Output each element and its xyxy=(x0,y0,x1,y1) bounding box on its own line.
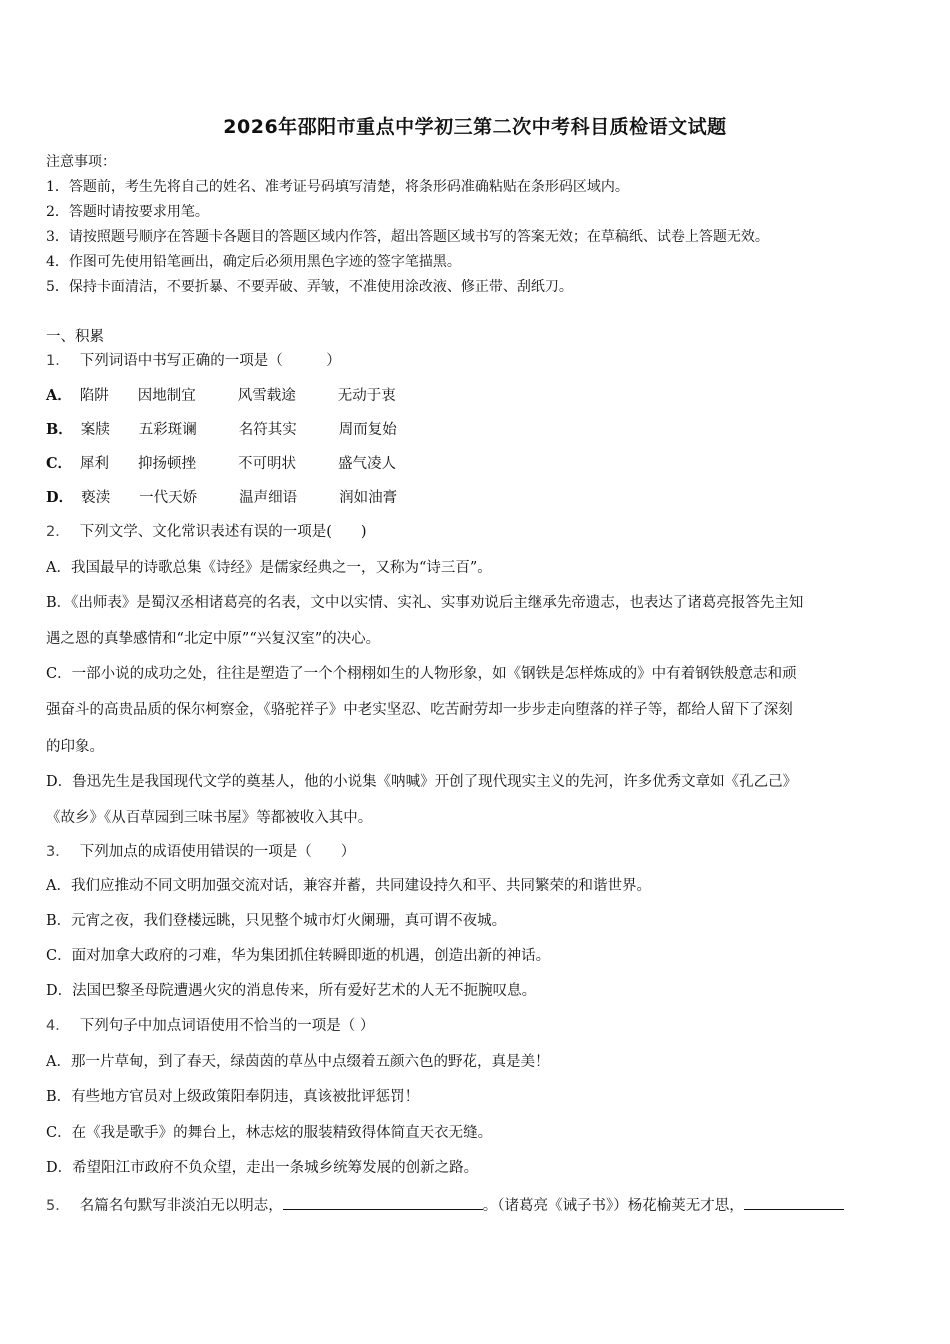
q4-option-c: C．在《我是歌手》的舞台上，林志炫的服装精致得体简直天衣无缝。 xyxy=(46,1125,493,1141)
page-title: 2026年邵阳市重点中学初三第二次中考科目质检语文试题 xyxy=(223,116,727,138)
q2-option-d-cont: 《故乡》《从百草园到三味书屋》等都被收入其中。 xyxy=(46,810,373,826)
q2-option-d: D．鲁迅先生是我国现代文学的奠基人，他的小说集《呐喊》开创了现代现实主义的先河，许多优秀文章如《孔乙己》 xyxy=(46,774,798,790)
question-number: 3． xyxy=(46,844,70,860)
option-letter: B． xyxy=(46,421,73,438)
option-word: 周而复始 xyxy=(338,422,397,438)
notice-item: 5．保持卡面清洁，不要折暴、不要弄破、弄皱，不准使用涂改液、修正带、刮纸刀。 xyxy=(46,279,573,295)
option-word: 名符其实 xyxy=(238,422,297,438)
option-word: 抑扬顿挫 xyxy=(138,456,197,472)
question-4 xyxy=(46,1016,910,1036)
option-word: 五彩斑谰 xyxy=(138,422,197,438)
question-stem: 下列词语中书写正确的一项是（ ） xyxy=(79,353,341,369)
notice-item: 1．答题前，考生先将自己的姓名、准考证号码填写清楚，将条形码准确粘贴在条形码区域内。 xyxy=(46,179,629,195)
question-text: 。（诸葛亮《诫子书》）杨花榆荚无才思， xyxy=(482,1198,744,1214)
q4-option-d: D．希望阳江市政府不负众望，走出一条城乡统筹发展的创新之路。 xyxy=(46,1160,479,1176)
q4-option-b: B．有些地方官员对上级政策阳奉阴违，真该被批评惩罚！ xyxy=(46,1089,420,1105)
q4-option-a: A．那一片草甸，到了春天，绿茵茵的草丛中点缀着五颜六色的野花，真是美！ xyxy=(46,1054,550,1070)
q2-option-b: B．《出师表》是蜀汉丞相诸葛亮的名表，文中以实情、实礼、实事劝说后主继承先帝遗志，也表达了诸葛亮报答先主知 xyxy=(46,595,804,611)
notice-heading: 注意事项： xyxy=(46,154,116,170)
q1-option-c xyxy=(46,454,910,474)
option-word: 犀利 xyxy=(80,456,110,472)
notice-item: 2．答题时请按要求用笔。 xyxy=(46,204,209,220)
question-2 xyxy=(46,522,910,542)
q3-option-c: C．面对加拿大政府的刁难，华为集团抓住转瞬即逝的机遇，创造出新的神话。 xyxy=(46,948,551,964)
notice-item: 4．作图可先使用铅笔画出，确定后必须用黑色字迹的签字笔描黑。 xyxy=(46,254,461,270)
section-heading: 一、积累 xyxy=(46,329,104,345)
question-number: 2． xyxy=(46,524,70,540)
q3-option-d: D．法国巴黎圣母院遭遇火灾的消息传来，所有爱好艺术的人无不扼腕叹息。 xyxy=(46,983,537,999)
q3-option-b: B．元宵之夜，我们登楼远眺，只见整个城市灯火阑珊，真可谓不夜城。 xyxy=(46,913,507,929)
option-word: 陷阱 xyxy=(79,388,109,404)
answer-blank[interactable] xyxy=(744,1195,844,1210)
option-word: 亵渎 xyxy=(81,490,111,506)
option-word: 因地制宜 xyxy=(137,388,196,404)
option-letter: C． xyxy=(46,455,73,472)
question-stem: 下列加点的成语使用错误的一项是（ ） xyxy=(79,844,356,860)
option-word: 一代天娇 xyxy=(139,490,198,506)
question-stem: 下列文学、文化常识表述有误的一项是( ) xyxy=(79,524,367,540)
q2-option-c: C．一部小说的成功之处，往往是塑造了一个个栩栩如生的人物形象，如《钢铁是怎样炼成的》中有着钢铁般意志和顽 xyxy=(46,666,797,682)
question-3 xyxy=(46,842,910,862)
notice-item: 3．请按照题号顺序在答题卡各题目的答题区域内作答，超出答题区域书写的答案无效；在草稿纸、试卷上答题无效。 xyxy=(46,229,769,245)
answer-blank[interactable] xyxy=(283,1195,483,1210)
question-1 xyxy=(46,351,910,371)
q1-option-d xyxy=(46,488,910,508)
q1-option-b xyxy=(46,420,910,440)
option-word: 润如油膏 xyxy=(339,490,398,506)
question-text: 名篇名句默写非淡泊无以明志， xyxy=(79,1198,283,1214)
option-word: 无动于衷 xyxy=(337,388,396,404)
option-word: 温声细语 xyxy=(239,490,298,506)
option-word: 案牍 xyxy=(80,422,110,438)
question-number: 4． xyxy=(46,1018,70,1034)
q2-option-c-cont: 强奋斗的高贵品质的保尔柯察金，《骆驼祥子》中老实坚忍、吃苦耐劳却一步步走向堕落的祥子等，都给人留下了深刻 xyxy=(46,702,793,718)
option-word: 盛气凌人 xyxy=(338,456,397,472)
q3-option-a: A．我们应推动不同文明加强交流对话，兼容并蓄，共同建设持久和平、共同繁荣的和谐世界。 xyxy=(46,878,651,894)
question-5 xyxy=(46,1195,910,1216)
q2-option-a: A．我国最早的诗歌总集《诗经》是儒家经典之一，又称为“诗三百”。 xyxy=(46,560,492,576)
option-letter: D． xyxy=(46,489,74,506)
option-word: 风雪载途 xyxy=(237,388,296,404)
q2-option-c-cont: 的印象。 xyxy=(46,739,104,755)
option-word: 不可明状 xyxy=(238,456,297,472)
question-stem: 下列句子中加点词语使用不恰当的一项是（ ） xyxy=(79,1018,375,1034)
q1-option-a xyxy=(46,386,910,406)
question-number: 5． xyxy=(46,1198,70,1214)
q2-option-b-cont: 遇之恩的真挚感情和“北定中原”“兴复汉室”的决心。 xyxy=(46,631,381,647)
option-letter: A． xyxy=(46,387,72,404)
question-number: 1． xyxy=(46,353,70,369)
